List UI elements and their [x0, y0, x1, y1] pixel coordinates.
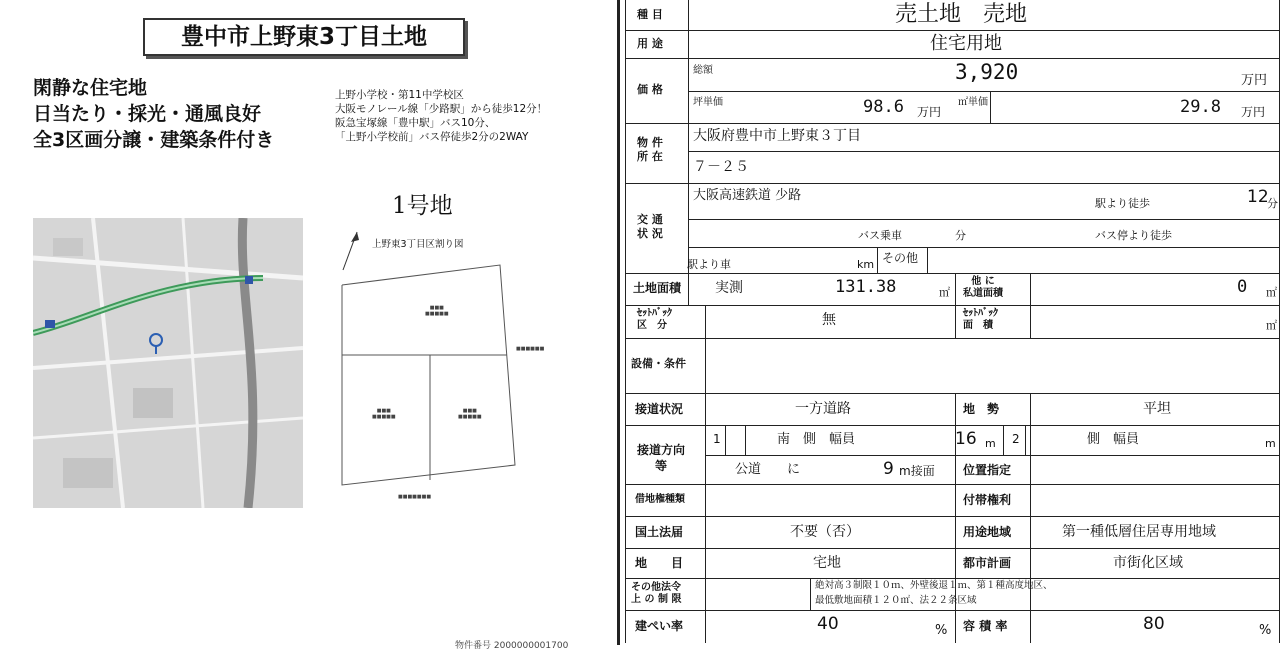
terrain-value: 平坦: [1143, 401, 1171, 417]
lot-1-label: ■■■ ■■■■■: [372, 408, 396, 420]
setback-area-unit: ㎡: [1266, 319, 1277, 332]
access-line-2: 大阪モノレール線「少路駅」から徒歩12分！: [335, 103, 548, 115]
land-area-unit: ㎡: [939, 286, 950, 299]
direction-label: 接道方向 等: [637, 443, 686, 474]
total-unit: 万円: [1241, 73, 1268, 88]
area-map: [33, 218, 303, 508]
location-label: 物 件 所 在: [637, 136, 663, 164]
road-label-east: ■■■■■■: [516, 346, 545, 352]
access-line-4: 「上野小学校前」バス停徒歩2分の2WAY: [335, 131, 529, 143]
dir2-unit: m: [1265, 437, 1276, 450]
survey-label: 実測: [715, 280, 743, 296]
type-label: 種 目: [637, 8, 663, 21]
car-label: 駅より車: [687, 258, 731, 271]
land-area-value: 131.38: [835, 277, 897, 297]
private-road-value: 0: [1237, 277, 1248, 297]
tsubo-label: 坪単価: [693, 97, 723, 108]
walk-label: 駅より徒歩: [1095, 197, 1150, 210]
setback-value: 無: [822, 312, 836, 328]
page-divider: [617, 0, 620, 645]
terrain-label: 地 勢: [963, 402, 1000, 416]
far-label: 容 積 率: [963, 619, 1008, 633]
city-plan-value: 市街化区域: [1113, 555, 1183, 571]
address-line-1: 大阪府豊中市上野東３丁目: [693, 128, 861, 144]
flyer-title: 豊中市上野東3丁目土地: [143, 18, 465, 56]
dir2-no: 2: [1012, 432, 1020, 446]
m2-value: 29.8: [1180, 97, 1221, 117]
headline-3: 全3区画分譲・建築条件付き: [33, 129, 275, 151]
other-law-label: その他法令 上 の 制 限: [631, 582, 682, 605]
other-law-line-2: 最低敷地面積１２０㎡、法２２条区域: [815, 595, 977, 606]
m2-unit: 万円: [1241, 105, 1266, 119]
setback-area-label: ｾｯﾄﾊﾞｯｸ 面 積: [963, 308, 998, 331]
plan-title: 上野東3丁目区割り図: [372, 239, 464, 250]
city-plan-label: 都市計画: [963, 556, 1012, 570]
access-line-1: 上野小学校・第11中学校区: [335, 89, 464, 101]
bus-label: バス乗車: [858, 229, 902, 242]
road-label-south: ■■■■■■■: [398, 494, 432, 500]
far-unit: %: [1259, 623, 1272, 638]
use-value: 住宅用地: [930, 33, 1002, 54]
lot-title: 1号地: [392, 193, 453, 219]
car-unit: km: [857, 258, 875, 271]
other-label: その他: [882, 251, 919, 265]
far-value: 80: [1143, 614, 1165, 634]
coverage-unit: %: [935, 623, 948, 638]
national-label: 国土法届: [635, 525, 684, 539]
bus-walk-label: バス停より徒歩: [1095, 229, 1172, 242]
national-value: 不要（否）: [790, 524, 860, 540]
frontage-value: 9: [883, 459, 894, 479]
coverage-value: 40: [817, 614, 839, 634]
lot-3-label: ■■■ ■■■■■: [425, 305, 449, 317]
zoning-label: 用途地域: [963, 525, 1012, 539]
zoning-value: 第一種低層住居専用地域: [1062, 524, 1216, 540]
property-number: 物件番号 2000000001700: [455, 641, 569, 651]
road-label: 接道状況: [635, 402, 684, 416]
other-law-line-1: 絶対高３制限１０ｍ、外壁後退１ｍ、第１種高度地区、: [815, 580, 1053, 591]
facility-label: 設備・条件: [631, 357, 686, 370]
private-road-label: 他 に 私道面積: [963, 276, 1003, 299]
public-road: 公道 に: [735, 462, 801, 477]
bus-unit: 分: [955, 229, 966, 242]
land-area-label: 土地面積: [633, 281, 682, 295]
tsubo-unit: 万円: [917, 105, 942, 119]
dir1-width: 16: [955, 429, 977, 449]
position-label: 位置指定: [963, 463, 1012, 477]
lease-label: 借地権種類: [635, 494, 685, 505]
walk-unit: 分: [1267, 197, 1278, 210]
attached-label: 付帯権利: [963, 493, 1012, 507]
private-road-unit: ㎡: [1266, 286, 1277, 299]
dir1-side: 南 側 幅員: [777, 432, 856, 447]
tsubo-value: 98.6: [863, 97, 904, 117]
flyer-panel: [0, 0, 620, 651]
lot-2-label: ■■■ ■■■■■: [458, 408, 482, 420]
road-value: 一方道路: [795, 401, 851, 417]
dir1-unit: m: [985, 437, 996, 450]
total-label: 総額: [693, 65, 713, 76]
frontage-unit: m接面: [899, 464, 935, 478]
m2-label: ㎡単価: [958, 97, 988, 108]
type-value: 売土地 売地: [895, 2, 1028, 27]
address-line-2: ７－２５: [693, 159, 749, 175]
total-value: 3,920: [955, 60, 1019, 84]
dir2-side: 側 幅員: [1087, 432, 1140, 447]
land-category-value: 宅地: [813, 555, 841, 571]
property-sheet: [625, 0, 1280, 645]
access-line-3: 阪急宝塚線「豊中駅」バス10分、: [335, 117, 496, 129]
traffic-label: 交 通 状 況: [637, 213, 663, 241]
land-category-label: 地 目: [635, 556, 684, 570]
headline-1: 閑静な住宅地: [33, 77, 148, 99]
lot-plan: [330, 260, 530, 495]
use-label: 用 途: [637, 37, 663, 50]
price-label: 価 格: [637, 83, 663, 96]
coverage-label: 建ぺい率: [635, 619, 684, 633]
walk-value: 12: [1247, 187, 1269, 207]
line-name: 大阪高速鉄道 少路: [693, 188, 802, 203]
dir1-no: 1: [713, 432, 721, 446]
setback-label: ｾｯﾄﾊﾞｯｸ 区 分: [637, 308, 672, 331]
headline-2: 日当たり・採光・通風良好: [33, 103, 262, 125]
map-graphic: [33, 218, 303, 508]
